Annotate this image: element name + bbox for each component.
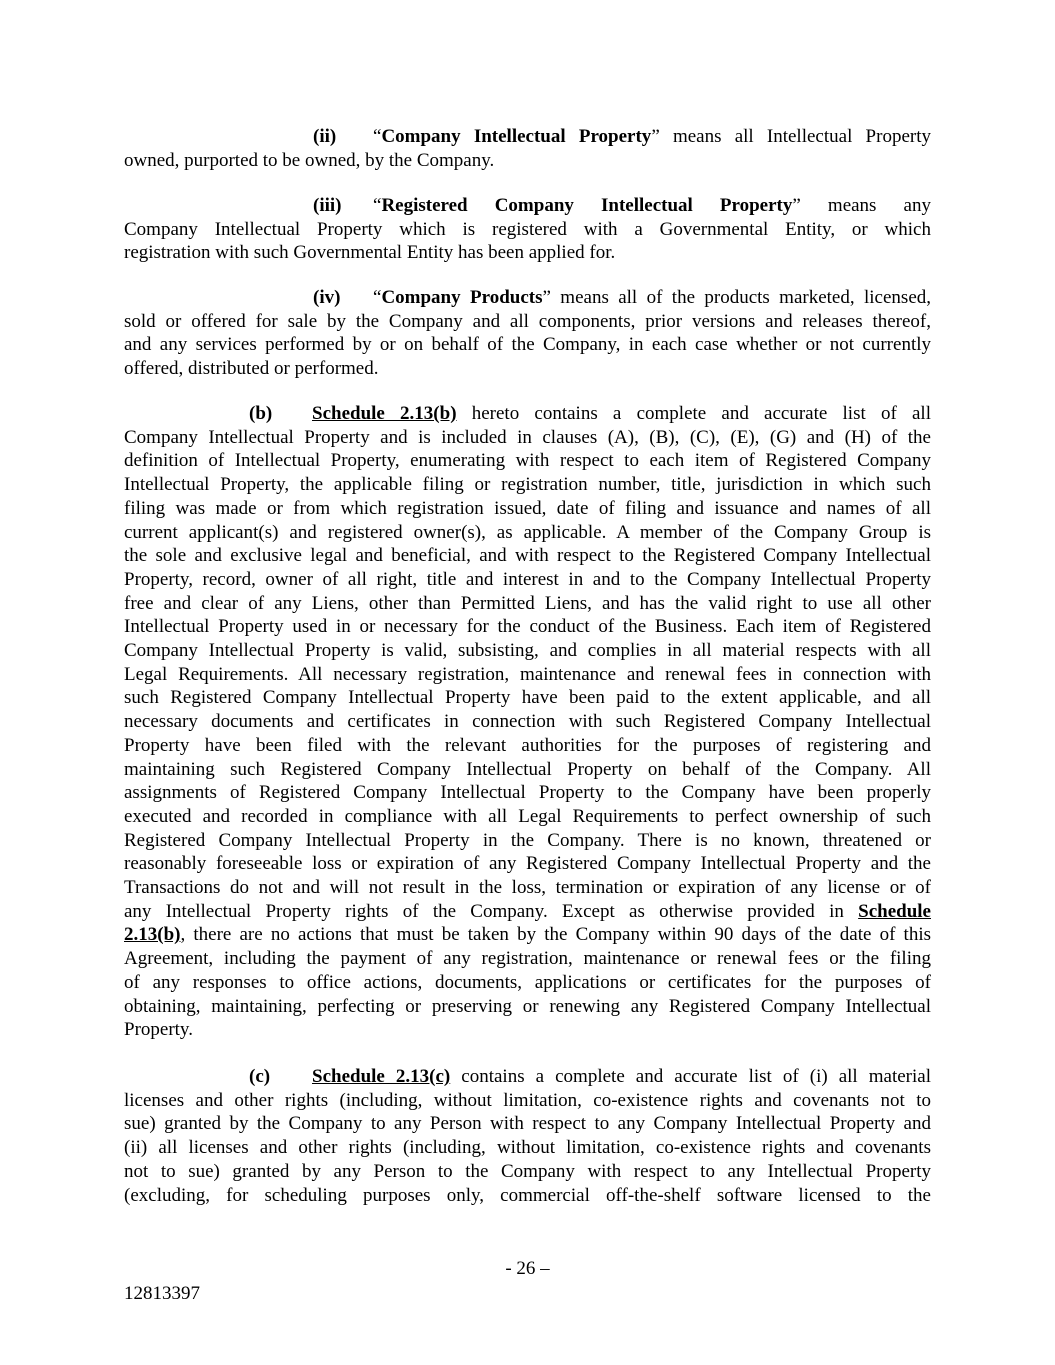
section-c-line-1: (c) Schedule 2.13(c) contains a complete and accurate list of (i) all material xyxy=(249,1066,931,1087)
definition-number: (iii) xyxy=(313,195,342,216)
definition-number: (ii) xyxy=(313,126,337,147)
section-number: (c) xyxy=(249,1066,271,1087)
schedule-reference: Schedule 2.13(c) xyxy=(312,1066,451,1087)
definition-iv: (iv) “Company Products” means all of the products marketed, licensed, sold or offered for sale by the Company and all components, prior versions and releases thereof, and any services performed by or on behalf of the Company, in each case whether or not currently offered, distributed or performed. xyxy=(124,287,931,380)
schedule-reference: 2.13(b) xyxy=(124,924,181,946)
definition-ii: (ii) “Company Intellectual Property” means all Intellectual Property owned, purported to be owned, by the Company. xyxy=(124,126,931,171)
definition-iii-line-1: (iii) “Registered Company Intellectual Property” means any xyxy=(313,195,931,216)
definition-number: (iv) xyxy=(313,287,341,308)
definition-iv-line-1: (iv) “Company Products” means all of the products marketed, licensed, xyxy=(313,287,931,308)
section-number: (b) xyxy=(249,403,273,424)
section-b-schedule-line-2: 2.13(b), there are no actions that must be taken by the Company within 90 days of the date of this xyxy=(124,924,931,946)
defined-term: Company Intellectual Property xyxy=(381,126,652,147)
section-c: (c) Schedule 2.13(c) contains a complete and accurate list of (i) all material licenses and other rights (including, without limitation, co-existence rights and covenants not to sue) granted by the Company to any Person with respect to any Company Intellectual Property and (ii) all licenses and other rights (including, without limitation, co-existence rights and covenants not to sue) granted by any Person to the Company with respect to any Intellectual Property (excluding, for scheduling purposes only, commercial off-the-shelf software licensed to the xyxy=(124,1066,931,1206)
schedule-reference: Schedule xyxy=(858,900,931,922)
section-b: (b) Schedule 2.13(b) hereto contains a complete and accurate list of all Company Intellectual Property and is included in clauses (A), (B), (C), (E), (G) and (H) of the definition of Intellectual Property, enumerating with respect to each item of Registered Company Intellectual Property, the applicable filing or registration number, title, jurisdiction in which such filing was made or from which registration issued, date of filing and issuance and names of all current applicant(s) and registered owner(s), as applicable. A member of the Company Group is the sole and exclusive legal and beneficial, and with respect to the Registered Company Intellectual Property, record, owner of all right, title and interest in and to the Company Intellectual Property free and clear of any Liens, other than Permitted Liens, and has the valid right to use all other Intellectual Property used in or necessary for the conduct of the Business. Each item of Registered Company Intellectual Property is valid, subsisting, and complies in all material respects with all Legal Requirements. All necessary registration, maintenance and renewal fees in connection with such Registered Company Intellectual Property have been paid to the extent applicable, and all necessary documents and certificates in connection with such Registered Company Intellectual Property have been filed with the relevant authorities for the purposes of registering and maintaining such Registered Company Intellectual Property on behalf of the Company. All assignments of Registered Company Intellectual Property to the Company have been properly executed and recorded in compliance with all Legal Requirements to perfect ownership of such Registered Company Intellectual Property in the Company. There is no known, threatened or reasonably foreseeable loss or expiration of any Registered Company Intellectual Property and the Transactions do not and will not result in the loss, termination or expiration of any license or of any Intellectual Property rights of the Company. Except as otherwise provided in Schedule 2.13(b), there are no actions that must be taken by the Company within 90 days of the date of this Agreement, including the payment of any registration, maintenance or renewal fees or the filing of any responses to office actions, documents, applications or certificates for the purposes of obtaining, maintaining, perfecting or preserving or renewing any Registered Company Intellectual Property. xyxy=(124,403,931,1041)
schedule-reference: Schedule 2.13(b) xyxy=(312,403,457,424)
section-b-line-1: (b) Schedule 2.13(b) hereto contains a complete and accurate list of all xyxy=(249,403,931,424)
defined-term: Registered Company Intellectual Property xyxy=(381,195,793,216)
definition-ii-line-1: (ii) “Company Intellectual Property” means all Intellectual Property xyxy=(313,126,931,147)
defined-term: Company Products xyxy=(381,287,543,308)
definition-iii: (iii) “Registered Company Intellectual Property” means any Company Intellectual Property which is registered with a Governmental Entity, or which registration with such Governmental Entity has been applied for. xyxy=(124,195,931,264)
section-b-schedule-line: any Intellectual Property rights of the Company. Except as otherwise provided in Schedule xyxy=(124,900,931,922)
document-id: 12813397 xyxy=(124,1283,200,1304)
page-number: - 26 – xyxy=(505,1258,550,1279)
